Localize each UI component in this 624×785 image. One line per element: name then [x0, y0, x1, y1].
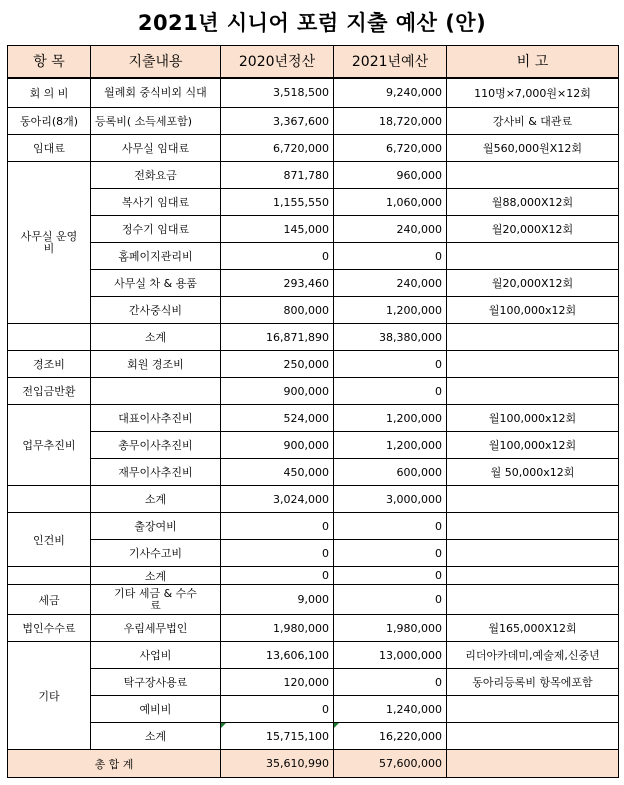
value-2020-cell: 250,000 — [221, 351, 334, 378]
item-cell: 사업비 — [91, 642, 221, 669]
value-2021-cell: 1,200,000 — [334, 297, 447, 324]
value-2020-cell: 871,780 — [221, 162, 334, 189]
total-row — [8, 750, 619, 778]
note-cell — [447, 162, 619, 189]
table-row — [8, 351, 619, 378]
item-cell: 홈페이지관리비 — [91, 243, 221, 270]
item-cell: 출장여비 — [91, 513, 221, 540]
value-2021-cell: 600,000 — [334, 459, 447, 486]
table-row — [8, 642, 619, 669]
item-cell: 재무이사추진비 — [91, 459, 221, 486]
note-cell: 월 50,000x12회 — [447, 459, 619, 486]
value-2021-cell: 9,240,000 — [334, 78, 447, 108]
item-cell: 총무이사추진비 — [91, 432, 221, 459]
table-row — [8, 378, 619, 405]
note-cell — [447, 243, 619, 270]
category-cell: 사무실 운영비 — [8, 162, 91, 324]
value-2021-cell: 0 — [334, 351, 447, 378]
value-2020-cell: 0 — [221, 696, 334, 723]
header-2020: 2020년정산 — [221, 46, 334, 78]
note-cell: 월88,000X12회 — [447, 189, 619, 216]
value-2020-cell: 524,000 — [221, 405, 334, 432]
value-2020-cell: 6,720,000 — [221, 135, 334, 162]
table-row — [8, 270, 619, 297]
note-cell — [447, 540, 619, 567]
value-2021-cell: 0 — [334, 567, 447, 585]
value-2020-cell: 0 — [221, 540, 334, 567]
note-cell: 월100,000x12회 — [447, 297, 619, 324]
subtotal-row — [8, 324, 619, 351]
note-cell: 강사비 & 대관료 — [447, 108, 619, 135]
value-2020-cell: 900,000 — [221, 378, 334, 405]
table-row — [8, 162, 619, 189]
value-2020-cell: 0 — [221, 567, 334, 585]
note-cell: 110명×7,000원×12회 — [447, 78, 619, 108]
value-2021-cell: 3,000,000 — [334, 486, 447, 513]
value-2020-cell: 13,606,100 — [221, 642, 334, 669]
table-row — [8, 585, 619, 615]
item-cell: 간사중식비 — [91, 297, 221, 324]
note-cell: 월20,000X12회 — [447, 216, 619, 243]
item-cell: 복사기 임대료 — [91, 189, 221, 216]
table-row — [8, 513, 619, 540]
value-2021-cell: 1,200,000 — [334, 405, 447, 432]
category-cell — [8, 486, 91, 513]
value-2021-cell: 16,220,000 — [334, 723, 447, 750]
category-cell: 동아리(8개) — [8, 108, 91, 135]
table-row — [8, 696, 619, 723]
total-2020: 35,610,990 — [221, 750, 334, 778]
subtotal-row — [8, 486, 619, 513]
table-row — [8, 216, 619, 243]
item-cell: 회원 경조비 — [91, 351, 221, 378]
category-cell: 경조비 — [8, 351, 91, 378]
value-2020-cell: 450,000 — [221, 459, 334, 486]
value-2020-cell: 9,000 — [221, 585, 334, 615]
table-row — [8, 615, 619, 642]
value-2020-cell: 3,367,600 — [221, 108, 334, 135]
item-cell: 기타 세금 & 수수료 — [91, 585, 221, 615]
subtotal-row — [8, 723, 619, 750]
value-2021-cell: 1,200,000 — [334, 432, 447, 459]
item-cell: 월례회 중식비외 식대 — [91, 78, 221, 108]
table-row — [8, 243, 619, 270]
item-cell: 예비비 — [91, 696, 221, 723]
item-cell: 사무실 임대료 — [91, 135, 221, 162]
note-cell — [447, 723, 619, 750]
value-2021-cell: 18,720,000 — [334, 108, 447, 135]
table-row — [8, 108, 619, 135]
note-cell: 동아리등록비 항목에포함 — [447, 669, 619, 696]
category-cell: 인건비 — [8, 513, 91, 567]
item-cell: 소계 — [91, 324, 221, 351]
item-cell: 기사수고비 — [91, 540, 221, 567]
table-row — [8, 432, 619, 459]
value-2021-cell: 1,060,000 — [334, 189, 447, 216]
item-cell: 소계 — [91, 486, 221, 513]
note-cell: 월100,000x12회 — [447, 432, 619, 459]
value-2020-cell: 16,871,890 — [221, 324, 334, 351]
item-cell: 소계 — [91, 567, 221, 585]
header-item: 지출내용 — [91, 46, 221, 78]
note-cell: 리더아카데미,예술제,신중년 — [447, 642, 619, 669]
note-cell — [447, 378, 619, 405]
value-2020-cell: 1,155,550 — [221, 189, 334, 216]
value-2020-cell: 145,000 — [221, 216, 334, 243]
value-2021-cell: 240,000 — [334, 270, 447, 297]
value-2020-cell: 900,000 — [221, 432, 334, 459]
value-2021-cell: 1,240,000 — [334, 696, 447, 723]
item-cell: 정수기 임대료 — [91, 216, 221, 243]
note-cell — [447, 585, 619, 615]
table-row — [8, 540, 619, 567]
header-2021: 2021년예산 — [334, 46, 447, 78]
table-row — [8, 189, 619, 216]
value-2020-cell: 293,460 — [221, 270, 334, 297]
header-category: 항 목 — [8, 46, 91, 78]
category-cell: 법인수수료 — [8, 615, 91, 642]
budget-table — [7, 45, 619, 778]
table-row — [8, 669, 619, 696]
table-row — [8, 297, 619, 324]
value-2020-cell: 3,024,000 — [221, 486, 334, 513]
page-title: 2021년 시니어 포럼 지출 예산 (안) — [137, 11, 487, 35]
item-cell: 우림세무법인 — [91, 615, 221, 642]
total-label: 총 합 계 — [8, 750, 221, 778]
table-row — [8, 459, 619, 486]
category-cell: 업무추진비 — [8, 405, 91, 486]
item-cell: 등록비( 소득세포함) — [91, 108, 221, 135]
category-cell: 임대료 — [8, 135, 91, 162]
value-2021-cell: 240,000 — [334, 216, 447, 243]
item-cell: 탁구장사용료 — [91, 669, 221, 696]
value-2021-cell: 0 — [334, 585, 447, 615]
category-cell: 기타 — [8, 642, 91, 750]
note-cell — [447, 513, 619, 540]
note-cell: 월100,000x12회 — [447, 405, 619, 432]
total-2021: 57,600,000 — [334, 750, 447, 778]
subtotal-row — [8, 567, 619, 585]
note-cell — [447, 696, 619, 723]
table-row — [8, 135, 619, 162]
value-2021-cell: 0 — [334, 540, 447, 567]
category-cell — [8, 324, 91, 351]
value-2020-cell: 3,518,500 — [221, 78, 334, 108]
category-cell — [8, 567, 91, 585]
note-cell — [447, 351, 619, 378]
value-2021-cell: 1,980,000 — [334, 615, 447, 642]
category-cell: 회 의 비 — [8, 78, 91, 108]
value-2021-cell: 0 — [334, 513, 447, 540]
value-2021-cell: 13,000,000 — [334, 642, 447, 669]
header-row — [8, 46, 619, 78]
header-note: 비 고 — [447, 46, 619, 78]
category-cell: 세금 — [8, 585, 91, 615]
value-2020-cell: 120,000 — [221, 669, 334, 696]
value-2021-cell: 960,000 — [334, 162, 447, 189]
value-2020-cell: 0 — [221, 243, 334, 270]
item-cell: 소계 — [91, 723, 221, 750]
value-2020-cell: 15,715,100 — [221, 723, 334, 750]
note-cell: 월560,000원X12회 — [447, 135, 619, 162]
value-2021-cell: 0 — [334, 378, 447, 405]
item-cell — [91, 378, 221, 405]
item-cell: 전화요금 — [91, 162, 221, 189]
value-2020-cell: 800,000 — [221, 297, 334, 324]
value-2021-cell: 0 — [334, 243, 447, 270]
note-cell — [447, 567, 619, 585]
table-row — [8, 405, 619, 432]
item-cell: 대표이사추진비 — [91, 405, 221, 432]
value-2020-cell: 1,980,000 — [221, 615, 334, 642]
total-note — [447, 750, 619, 778]
note-cell — [447, 486, 619, 513]
item-cell: 사무실 차 & 용품 — [91, 270, 221, 297]
value-2021-cell: 38,380,000 — [334, 324, 447, 351]
note-cell: 월165,000X12회 — [447, 615, 619, 642]
category-cell: 전입금반환 — [8, 378, 91, 405]
value-2021-cell: 6,720,000 — [334, 135, 447, 162]
value-2021-cell: 0 — [334, 669, 447, 696]
table-row — [8, 78, 619, 108]
value-2020-cell: 0 — [221, 513, 334, 540]
note-cell: 월20,000X12회 — [447, 270, 619, 297]
note-cell — [447, 324, 619, 351]
